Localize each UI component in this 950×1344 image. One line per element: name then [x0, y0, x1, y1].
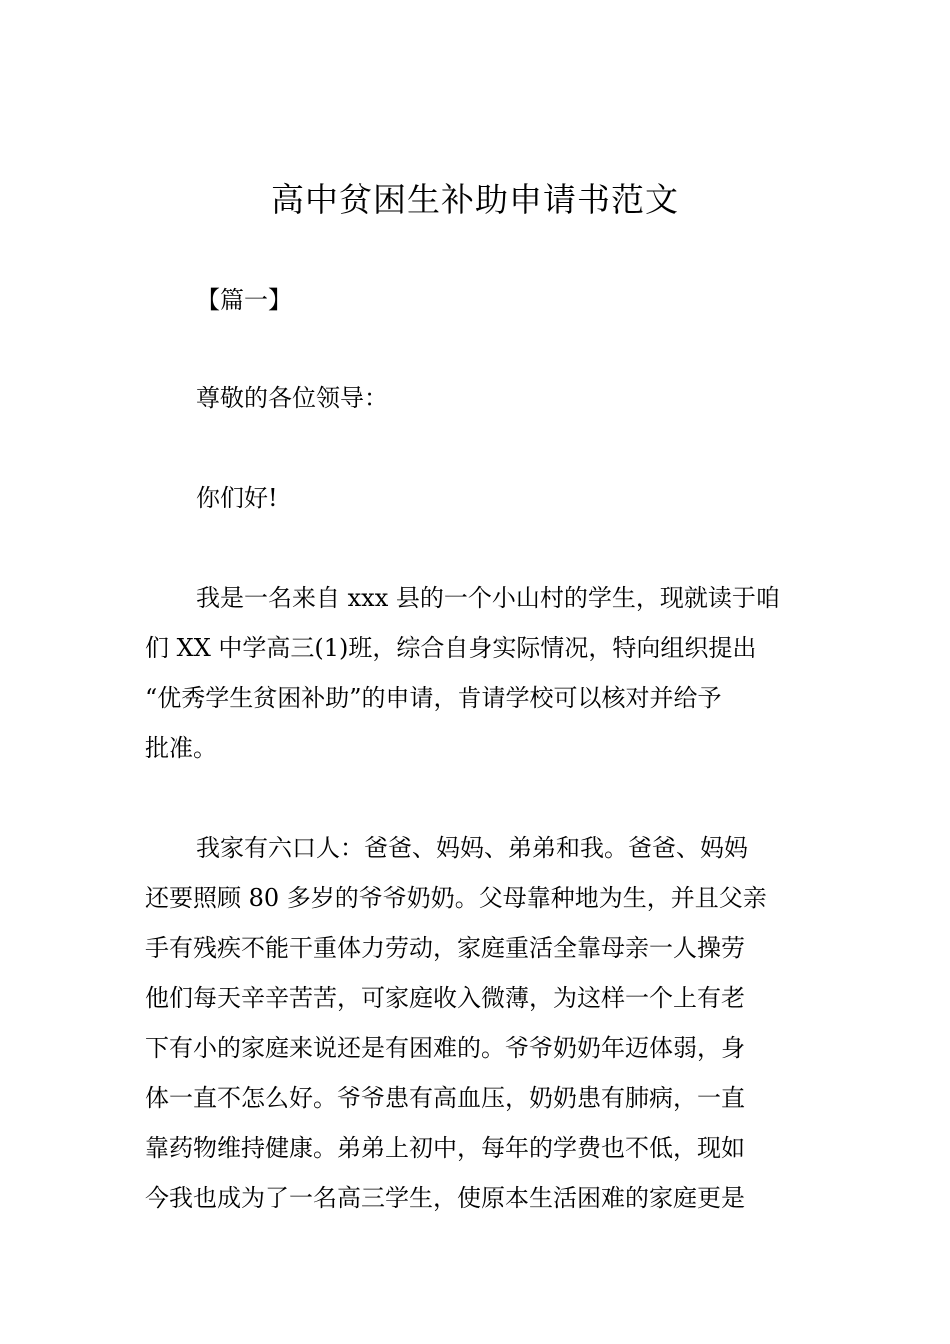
paragraph-line: 们 XX 中学高三(1)班，综合自身实际情况，特向组织提出 [145, 634, 757, 662]
paragraph-line: 我是一名来自 xxx 县的一个小山村的学生，现就读于咱 [196, 584, 780, 612]
paragraph-line: 体一直不怎么好。爷爷患有高血压，奶奶患有肺病，一直 [145, 1084, 745, 1112]
section-heading: 【篇一】 [196, 286, 292, 314]
paragraph-line: 还要照顾 80 多岁的爷爷奶奶。父母靠种地为生，并且父亲 [145, 884, 767, 912]
salutation: 尊敬的各位领导： [196, 384, 388, 412]
paragraph-line: 手有残疾不能干重体力劳动，家庭重活全靠母亲一人操劳 [145, 934, 745, 962]
paragraph-line: 批准。 [145, 734, 217, 762]
paragraph-line: 今我也成为了一名高三学生，使原本生活困难的家庭更是 [145, 1184, 745, 1212]
paragraph-line: 下有小的家庭来说还是有困难的。爷爷奶奶年迈体弱，身 [145, 1034, 745, 1062]
greeting: 你们好! [196, 484, 278, 512]
paragraph-line: “优秀学生贫困补助”的申请，肯请学校可以核对并给予 [145, 684, 722, 712]
document-title: 高中贫困生补助申请书范文 [271, 180, 679, 219]
paragraph-line: 靠药物维持健康。弟弟上初中，每年的学费也不低，现如 [145, 1134, 745, 1162]
paragraph-line: 他们每天辛辛苦苦，可家庭收入微薄，为这样一个上有老 [145, 984, 745, 1012]
paragraph-line: 我家有六口人：爸爸、妈妈、弟弟和我。爸爸、妈妈 [196, 834, 748, 862]
